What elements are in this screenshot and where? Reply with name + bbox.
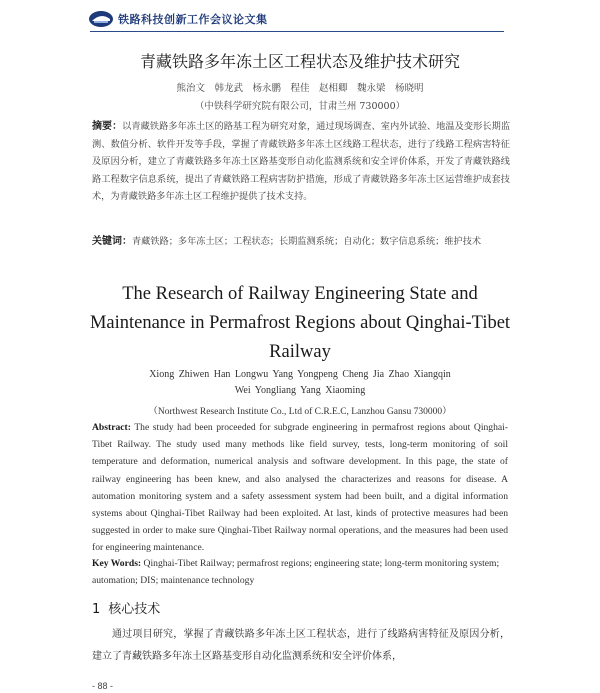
english-title: The Research of Railway Engineering State and Maintenance in Permafrost Regions about Qinghai-Tibet Railway [89,284,511,362]
chinese-abstract [92,118,510,206]
header-divider [90,31,504,32]
chinese-affiliation: （中铁科学研究院有限公司，甘肃兰州 730000） [194,101,406,112]
english-authors-line-1: Xiong Zhiwen Han Longwu Yang Yongpeng Cheng Jia Zhao Xiangqin [149,369,451,380]
english-affiliation: （Northwest Research Institute Co., Ltd of C.R.E.C, Lanzhou Gansu 730000） [148,407,452,417]
chinese-title: 青藏铁路多年冻土区工程状态及维护技术研究 [139,52,460,71]
english-abstract-text: The study had been proceeded for subgrade engineering in permafrost regions about Qinghai-Tibet Railway. The study used many methods like field survey, tests, long-term monitoring of soil temperature and deformation, numerical analysis and software development. In this page, the state of railway engineering has been knew, and also analysed the characterizes and reasons for disease. A automation monitoring system and a safety assessment system had been built, and a digital information systems about Qinghai-Tibet Railway had been exploited. At last, kinds of protective measures had been suggested in order to make sure Qinghai-Tibet Railway normal operations, and the measures had been used for engineering maintenance. [92,422,508,554]
chinese-abstract-text: 以青藏铁路多年冻土区的路基工程为研究对象，通过现场调查、室内外试验、地温及变形长期监测、数值分析、软件开发等手段，掌握了青藏铁路多年冻土区线路工程状态，进行了线路工程病害特征及原因分析，建立了青藏铁路多年冻土区路基变形自动化监测系统和安全评价体系，开发了青藏铁路线路工程数字信息系统，提出了青藏铁路工程病害防护措施，形成了青藏铁路多年冻土区运营维护成套技术，为青藏铁路多年冻土区工程维护提供了技术支持。 [92,121,511,203]
header-title: 铁路科技创新工作会议论文集 [118,13,268,26]
chinese-authors: 熊治文 韩龙武 杨永鹏 程佳 赵相卿 魏永梁 杨晓明 [176,83,424,94]
chinese-abstract-label: 摘要： [92,121,123,132]
chinese-keywords-label: 关键词： [92,236,132,247]
page-number: - 88 - [92,681,114,691]
english-keywords-label: Key Words: [92,558,142,569]
train-logo-icon [88,10,114,28]
english-keywords [92,555,508,589]
section-title: 核心技术 [108,602,161,617]
english-abstract-label: Abstract: [92,422,131,433]
body-paragraph: 通过项目研究，掌握了青藏铁路多年冻土区工程状态，进行了线路病害特征及原因分析，建立了青藏铁路多年冻土区路基变形自动化监测系统和安全评价体系， [92,629,510,662]
chinese-keywords [92,233,510,251]
english-authors [0,367,600,399]
english-keywords-text: Qinghai-Tibet Railway; permafrost regions; engineering state; long-term monitoring system; automation; DIS; maintenance technology [92,558,500,586]
english-abstract [92,419,508,557]
english-authors-line-2: Wei Yongliang Yang Xiaoming [234,385,366,396]
running-header [88,8,508,30]
section-number: 1 [92,602,101,617]
chinese-keywords-text: 青藏铁路；多年冻土区；工程状态；长期监测系统；自动化；数字信息系统；维护技术 [132,236,482,247]
section-heading [92,598,160,617]
